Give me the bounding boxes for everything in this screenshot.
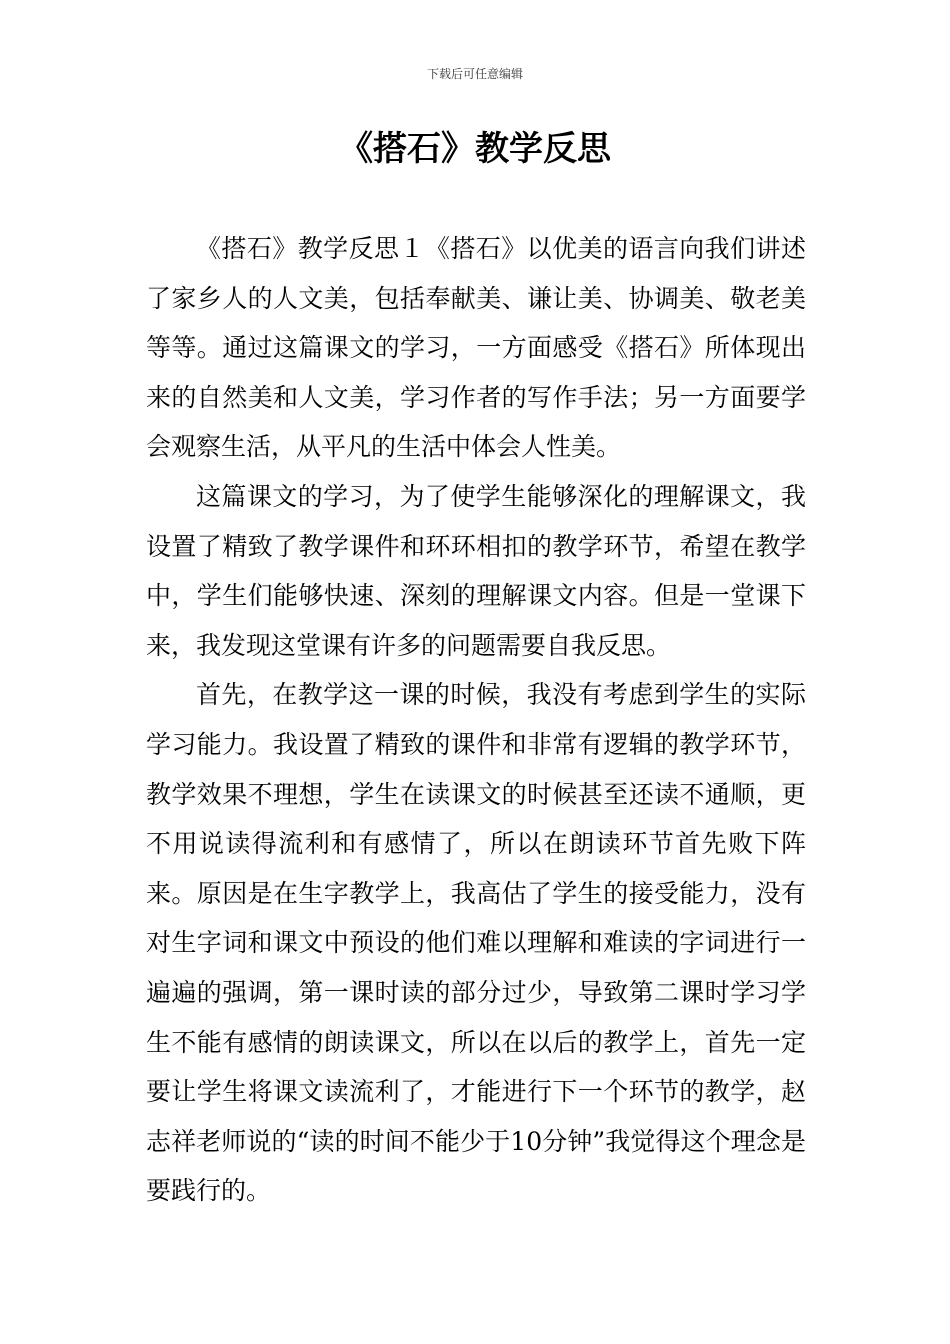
paragraph: 这篇课文的学习，为了使学生能够深化的理解课文，我设置了精致了教学课件和环环相扣的教学环节，希望在教学中，学生们能够快速、深刻的理解课文内容。但是一堂课下来，我发现这堂课有许多的问题需要自我反思。 [146, 481, 806, 660]
document-title: 《搭石》教学反思 [339, 129, 611, 169]
header-note: 下载后可任意编辑 [426, 67, 523, 81]
document-body [146, 224, 806, 1216]
paragraph: 《搭石》教学反思１《搭石》以优美的语言向我们讲述了家乡人的人文美，包括奉献美、谦让美、协调美、敬老美等等。通过这篇课文的学习，一方面感受《搭石》所体现出来的自然美和人文美，学习作者的写作手法；另一方面要学会观察生活，从平凡的生活中体会人性美。 [146, 234, 806, 462]
paragraph: 首先，在教学这一课的时候，我没有考虑到学生的实际学习能力。我设置了精致的课件和非常有逻辑的教学环节，教学效果不理想，学生在读课文的时候甚至还读不通顺，更不用说读得流利和有感情了，所以在朗读环节首先败下阵来。原因是在生字教学上，我高估了学生的接受能力，没有对生字词和课文中预设的他们难以理解和难读的字词进行一遍遍的强调，第一课时读的部分过少，导致第二课时学习学生不能有感情的朗读课文，所以在以后的教学上，首先一定要让学生将课文读流利了，才能进行下一个环节的教学，赵志祥老师说的“读的时间不能少于10分钟”我觉得这个理念是要践行的。 [146, 680, 806, 1206]
